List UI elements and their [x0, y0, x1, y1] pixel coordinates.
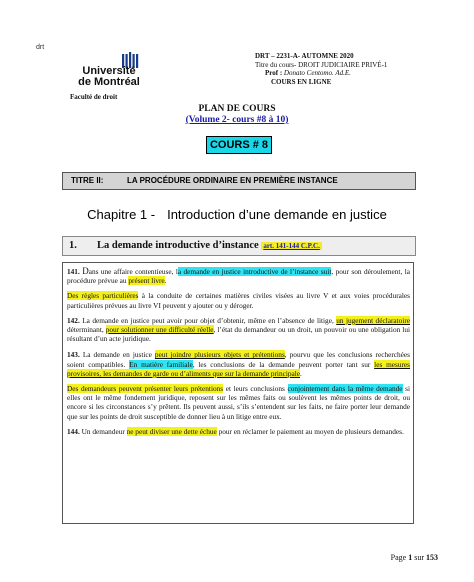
text-run: La demande en justice peut avoir pour objet d’obtenir, même en l’absence de litige,	[79, 315, 337, 325]
text-run: ans une affaire contentieuse, l	[88, 267, 178, 276]
course-info	[255, 52, 445, 86]
highlight-yellow: ne peut diviser une dette échue	[126, 426, 217, 436]
university-logo	[44, 52, 174, 94]
text-run: si elles ont le même fondement juridique, reposent sur les mêmes faits ou soulèvent les mêmes points de droit, ou encore si les circonstances s’y prêtent. Ils peuvent aussi, s’ils s’entendent sur les faits, ne faire porter leur demande que sur les points de droit susceptible de donner lieu à un litige entre eux.	[67, 384, 410, 421]
highlight-yellow: Des règles particulières	[67, 291, 139, 301]
article-143-second	[67, 384, 410, 421]
article-number: 143.	[67, 350, 80, 360]
text-run: pour en réclamer le paiement au moyen de plusieurs demandes.	[216, 426, 404, 436]
chapter-label: Chapitre 1 -	[87, 207, 156, 222]
prof-label: Prof :	[265, 69, 283, 78]
section-number: 1.	[69, 240, 77, 251]
text-run: , pour son déroulement, la procédure prévue au	[67, 267, 410, 286]
university-name-line1: Université	[82, 65, 136, 77]
text-run: , les conclusions de la demande peuvent porter tant sur	[192, 359, 375, 369]
text-run: .	[300, 368, 302, 378]
section-title-wrap	[97, 237, 322, 255]
titre-label: TITRE II:	[71, 176, 104, 185]
course-prof	[255, 69, 445, 78]
highlight-yellow: peut joindre plusieurs objets et prétentions	[154, 350, 285, 360]
article-number: 141.	[67, 267, 80, 276]
course-title: Titre du cours- DROIT JUDICIAIRE PRIVÉ-1	[255, 60, 388, 69]
course-code: DRT – 2231-A- AUTOMNE 2020	[255, 52, 354, 60]
section-title: La demande introductive d’instance	[97, 240, 259, 251]
highlight-cyan: conjointement dans la même demande	[287, 384, 403, 394]
course-mode: COURS EN LIGNE	[271, 77, 332, 86]
drop-letter: D	[82, 266, 89, 276]
page-current: 1	[408, 553, 413, 562]
chapter-heading	[0, 207, 474, 222]
article-142	[67, 316, 410, 344]
article-number: 144.	[67, 426, 80, 436]
page-number	[391, 553, 438, 562]
plan-subtitle	[0, 115, 474, 125]
titre-text: LA PROCÉDURE ORDINAIRE EN PREMIÈRE INSTANCE	[127, 176, 338, 185]
text-run: à la conduite de certaines matières civiles visées au livre V et aux voies procédurales particulières prévues au livre VI peuvent y ajouter ou y déroger.	[67, 291, 410, 310]
article-144	[67, 427, 410, 436]
text-run: .	[164, 276, 167, 286]
article-number: 142.	[67, 315, 80, 325]
plan-title: PLAN DE COURS	[198, 104, 276, 114]
article-141-second	[67, 291, 410, 309]
faculty-name: Faculté de droit	[70, 93, 118, 101]
text-run: et leurs conclusions	[223, 384, 288, 394]
highlight-cyan: a demande en justice introductive de l’instance suit	[177, 267, 332, 276]
article-text-box	[62, 262, 414, 524]
text-run: Un demandeur	[79, 426, 127, 436]
text-run: , pourvu que les conclusions recherchées soient compatibles.	[67, 350, 410, 369]
document-tag: drt	[36, 44, 45, 51]
titre-box	[62, 172, 416, 190]
highlight-yellow: présent livre	[128, 276, 165, 286]
section-articles: art. 141-144 C.P.C.	[263, 242, 320, 250]
article-141	[67, 267, 410, 285]
highlight-yellow: un jugement déclaratoire	[336, 315, 410, 325]
page-sep: sur	[414, 553, 424, 562]
prof-name: Donato Centomo. Ad.E.	[283, 69, 351, 78]
text-run: La demande en justice	[79, 350, 155, 360]
highlight-yellow: Des demandeurs peuvent présenter leurs prétentions	[67, 384, 224, 394]
plan-subtitle-text: (Volume 2- cours #8 à 10)	[185, 115, 289, 125]
highlight-yellow: pour solutionner une difficulté réelle	[105, 325, 214, 335]
highlight-cyan: En matière familiale	[129, 359, 193, 369]
university-name-line2: de Montréal	[78, 76, 140, 88]
section-heading-box	[62, 236, 416, 256]
article-143	[67, 350, 410, 378]
chapter-title: Introduction d’une demande en justice	[167, 207, 387, 222]
text-run: déterminant,	[67, 325, 106, 335]
highlight-yellow: les mesures provisoires, les demandes de garde ou d’aliments que sur la demande principale	[67, 359, 411, 378]
page-total: 153	[426, 553, 438, 562]
page-label: Page	[390, 553, 407, 562]
text-run: , l’état du demandeur ou un droit, un pouvoir ou une obligation lui résultant d’un acte juridique.	[67, 325, 410, 344]
cours-number-box: COURS # 8	[206, 136, 272, 154]
